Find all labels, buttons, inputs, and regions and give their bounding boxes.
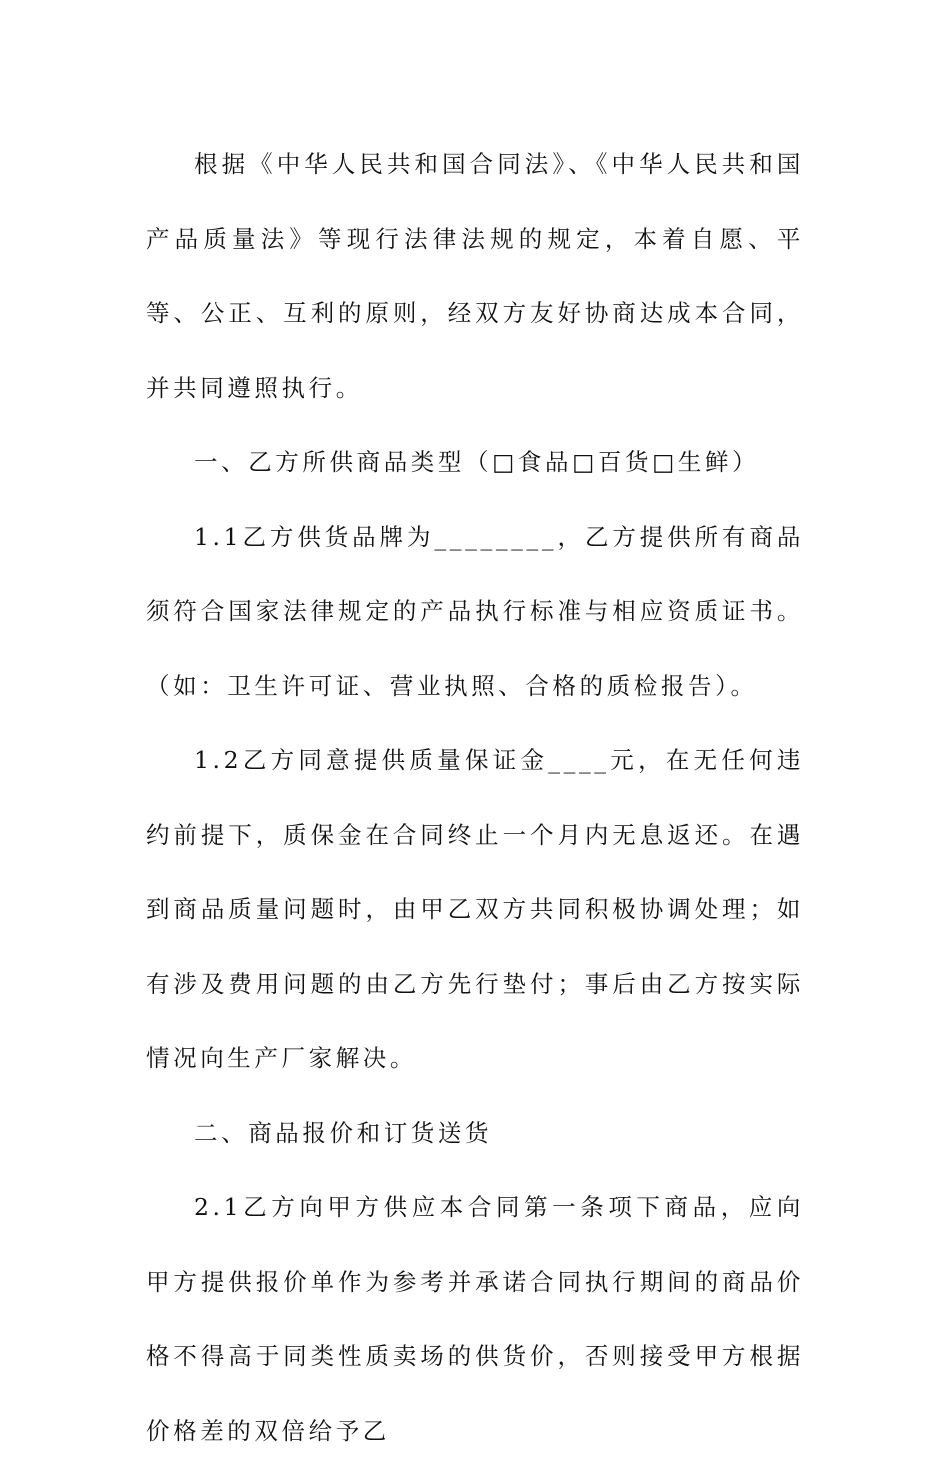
section-1-heading: 一、乙方所供商品类型（□食品□百货□生鲜） bbox=[194, 448, 760, 476]
clause-2-1-paragraph: 2.1乙方向甲方供应本合同第一条项下商品，应向甲方提供报价单作为参考并承诺合同执行期间的商品价格不得高于同类性质卖场的供货价，否则接受甲方根据价格差的双倍给予乙 bbox=[146, 1193, 804, 1445]
clause-1-2-paragraph: 1.2乙方同意提供质量保证金____元，在无任何违约前提下，质保金在合同终止一个月内无息返还。在遇到商品质量问题时，由甲乙双方共同积极协调处理；如有涉及费用问题的由乙方先行垫付；事后由乙方按实际情况向生产厂家解决。 bbox=[146, 746, 804, 1072]
section-2-heading: 二、商品报价和订货送货 bbox=[194, 1118, 493, 1147]
clause-1-1-paragraph: 1.1乙方供货品牌为________，乙方提供所有商品须符合国家法律规定的产品执行标准与相应资质证书。（如：卫生许可证、营业执照、合格的质检报告）。 bbox=[146, 522, 804, 700]
preamble-paragraph: 根据《中华人民共和国合同法》、《中华人民共和国产品质量法》等现行法律法规的规定，本着自愿、平等、公正、互利的原则，经双方友好协商达成本合同，并共同遵照执行。 bbox=[146, 150, 804, 402]
document-body bbox=[146, 127, 804, 1468]
